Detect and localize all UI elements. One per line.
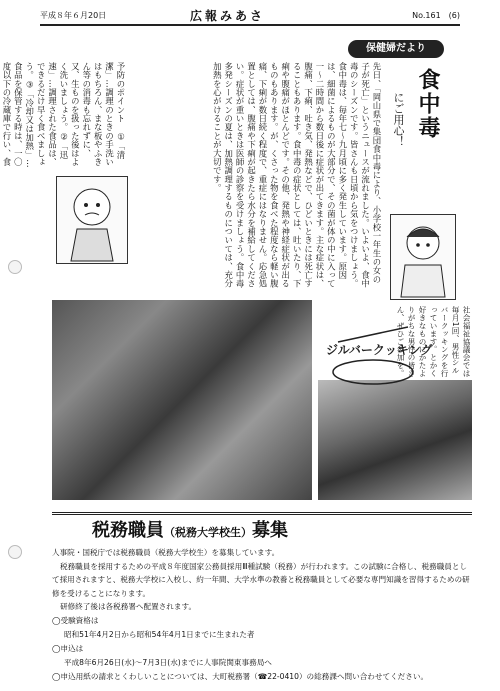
cooking-caption: 社会福祉協議会では毎月1回、男性シルバークッキングを行っています。とかく好きなものにかたよりがちな男性の皆さん、ぜひご参加を。 [396,306,471,378]
tax-recruit-title [92,516,288,542]
tax-title-main: 税務職員 [92,520,164,541]
issue-date: 平成８年６月20日 [40,11,107,20]
tax-section-divider [52,512,472,515]
health-prevention-text: 予防のポイント ①「清潔」…調理のときの手洗いはもちろん、まな板やふきん等の消毒も忘れずに、又、生ものを扱った後はよく洗いましょう。②「迅速」…調理された食品は、できるだけ早く食べましょう。③「冷却又は加熱」…食品を保管する時は、一〇度以下の冷蔵庫で行い、食 [1,62,126,168]
issue-number: No.161 (6) [412,11,460,20]
food-poisoning-title: 食中毒 [415,68,440,140]
health-column-badge: 保健婦だより [348,40,444,58]
newsletter-title: 広報みあさ [190,9,266,23]
food-poisoning-subtitle: にご用心！ [392,92,405,147]
tax-title-sub: （税務大学校生） [164,526,252,539]
tax-requirement: 昭和51年4月2日から昭和54年4月1日までに生まれた者 [64,630,255,639]
binder-hole [8,545,22,559]
elderly-man-cooking-photo [318,380,472,500]
tax-apply-detail: 平成8年6月26日(水)〜7月3日(水)までに人事院関東事務局へ [64,658,272,667]
woman-cartoon-illustration [390,214,456,300]
silver-cooking-art-text: ジルバークッキング [326,343,433,357]
tax-apply-label: ◯申込は [52,644,84,653]
tax-contact-info: ◯申込用紙の請求とくわしいことについては、大町税務署（☎22-0410）の総務課へ問い合わせてください。 [52,672,429,681]
binder-hole [8,260,22,274]
girl-cartoon-illustration [56,176,128,264]
tax-paragraph-1: 人事院・国税庁では税務職員（税務大学校生）を募集しています。 [52,548,280,557]
health-article-text: 先日、「岡山県で集団食中毒により、小学校一年生の女の子が死亡」というニュースが流れました。いよいよ、食中毒のシーズンです。皆さんも日頃から気をつけましょう。食中毒は、毎年七〜九月頃に多く発生しています。原因は、細菌によるものが大部分で、その菌が体の中に入って一〜二時間から数日後に症状が出てきます。主な症状は、腹痛、下痢、吐き気、発熱などで、ひどいときには死亡することもあります。食中毒の症状としては、吐いたり、下痢や腹痛がほとんどです。その他、発熱や神経症状が出るものもあります。が、くさった物を食べた程度なら軽い腹痛、下痢が数日続く程度で、重症にはなりません。応急処置としては、腹痛や下痢が起きたら水分を補給してください。症状が重いときは医師の診察を受けましょう。食中毒多発シーズンの夏は、加熱調理するものについては、充分加熱を心がけることが大切です。 [212,62,382,288]
tax-title-end: 募集 [252,520,288,541]
tax-paragraph-3: 研修終了後は各税務署へ配置されます。 [60,602,197,611]
cooking-class-photo [52,300,312,500]
page-header [40,6,460,26]
tax-requirement-label: ◯受験資格は [52,616,99,625]
tax-paragraph-2: 税務職員を採用するための平成８年度国家公務員採用Ⅲ種試験（税務）が行われます。この試験に合格し、税務職員として採用されますと、税務大学校に入校し、約一年間、大学水準の教養と税務職員として必要な専門知識を習得するための研修を受けることになります。 [52,562,470,598]
